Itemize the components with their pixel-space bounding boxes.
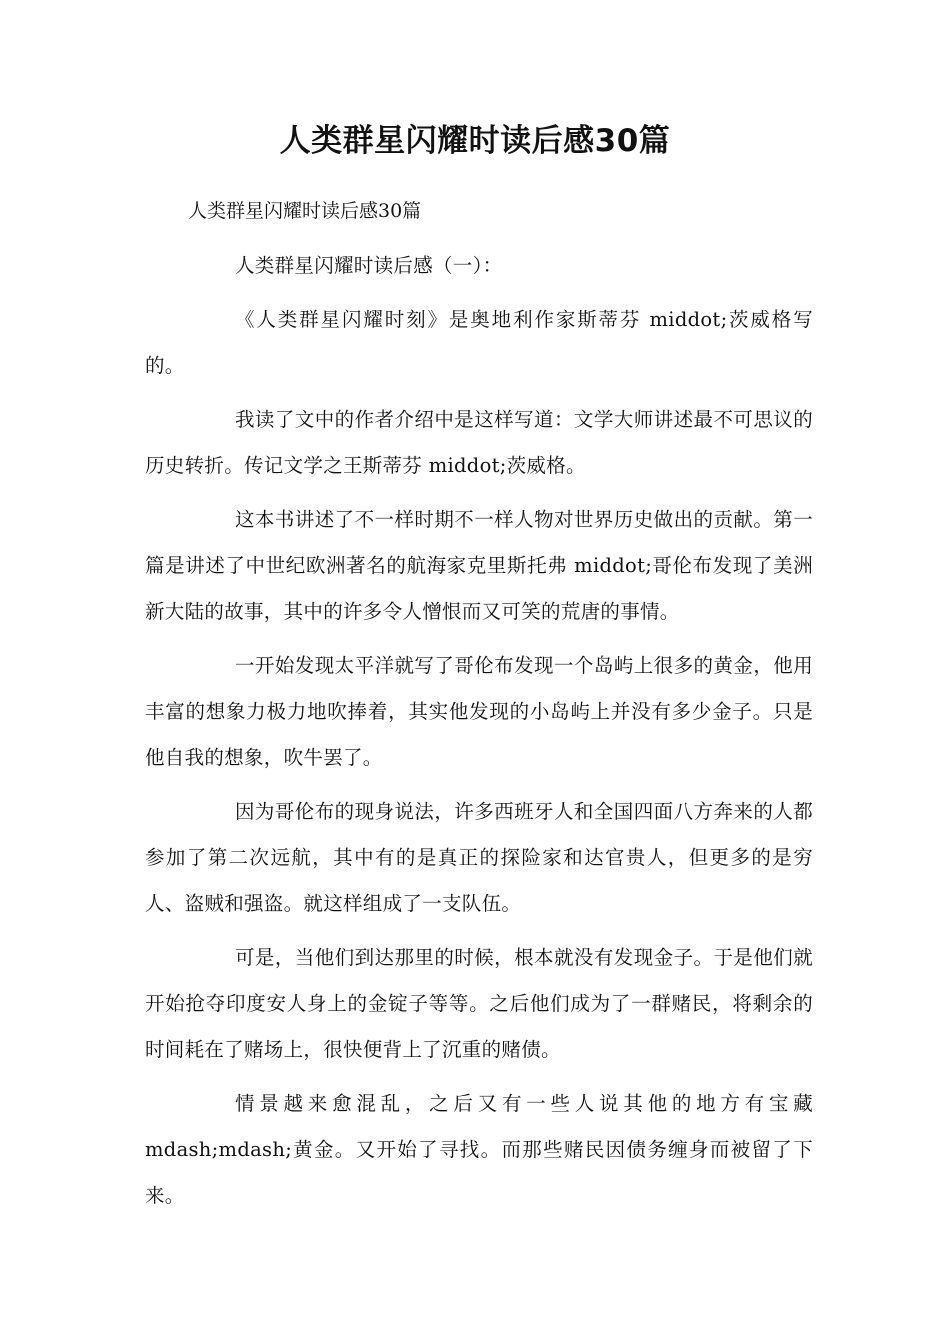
- paragraph-6: 因为哥伦布的现身说法，许多西班牙人和全国四面八方奔来的人都参加了第二次远航，其中有的是真正的探险家和达官贵人，但更多的是穷人、盗贼和强盗。就这样组成了一支队伍。: [145, 800, 813, 915]
- paragraph-7: 可是，当他们到达那里的时候，根本就没有发现金子。于是他们就开始抢夺印度安人身上的金锭子等等。之后他们成为了一群赌民，将剩余的时间耗在了赌场上，很快便背上了沉重的赌债。: [145, 946, 813, 1061]
- document-title: 人类群星闪耀时读后感30篇: [279, 123, 671, 159]
- paragraph-2: 《人类群星闪耀时刻》是奥地利作家斯蒂芬 middot;茨威格写的。: [145, 308, 813, 377]
- document-subtitle: 人类群星闪耀时读后感30篇: [188, 200, 422, 222]
- document-body: [145, 243, 813, 1227]
- paragraph-1: 人类群星闪耀时读后感（一）：: [235, 254, 503, 277]
- paragraph-3: 我读了文中的作者介绍中是这样写道：文学大师讲述最不可思议的历史转折。传记文学之王斯蒂芬 middot;茨威格。: [145, 408, 813, 477]
- paragraph-4: 这本书讲述了不一样时期不一样人物对世界历史做出的贡献。第一篇是讲述了中世纪欧洲著名的航海家克里斯托弗 middot;哥伦布发现了美洲新大陆的故事，其中的许多令人憎恨而又可笑的荒唐的事情。: [145, 508, 813, 623]
- paragraph-5: 一开始发现太平洋就写了哥伦布发现一个岛屿上很多的黄金，他用丰富的想象力极力地吹捧着，其实他发现的小岛屿上并没有多少金子。只是他自我的想象，吹牛罢了。: [145, 654, 813, 769]
- paragraph-8: 情景越来愈混乱，之后又有一些人说其他的地方有宝藏mdash;mdash;黄金。又开始了寻找。而那些赌民因债务缠身而被留了下来。: [145, 1092, 813, 1207]
